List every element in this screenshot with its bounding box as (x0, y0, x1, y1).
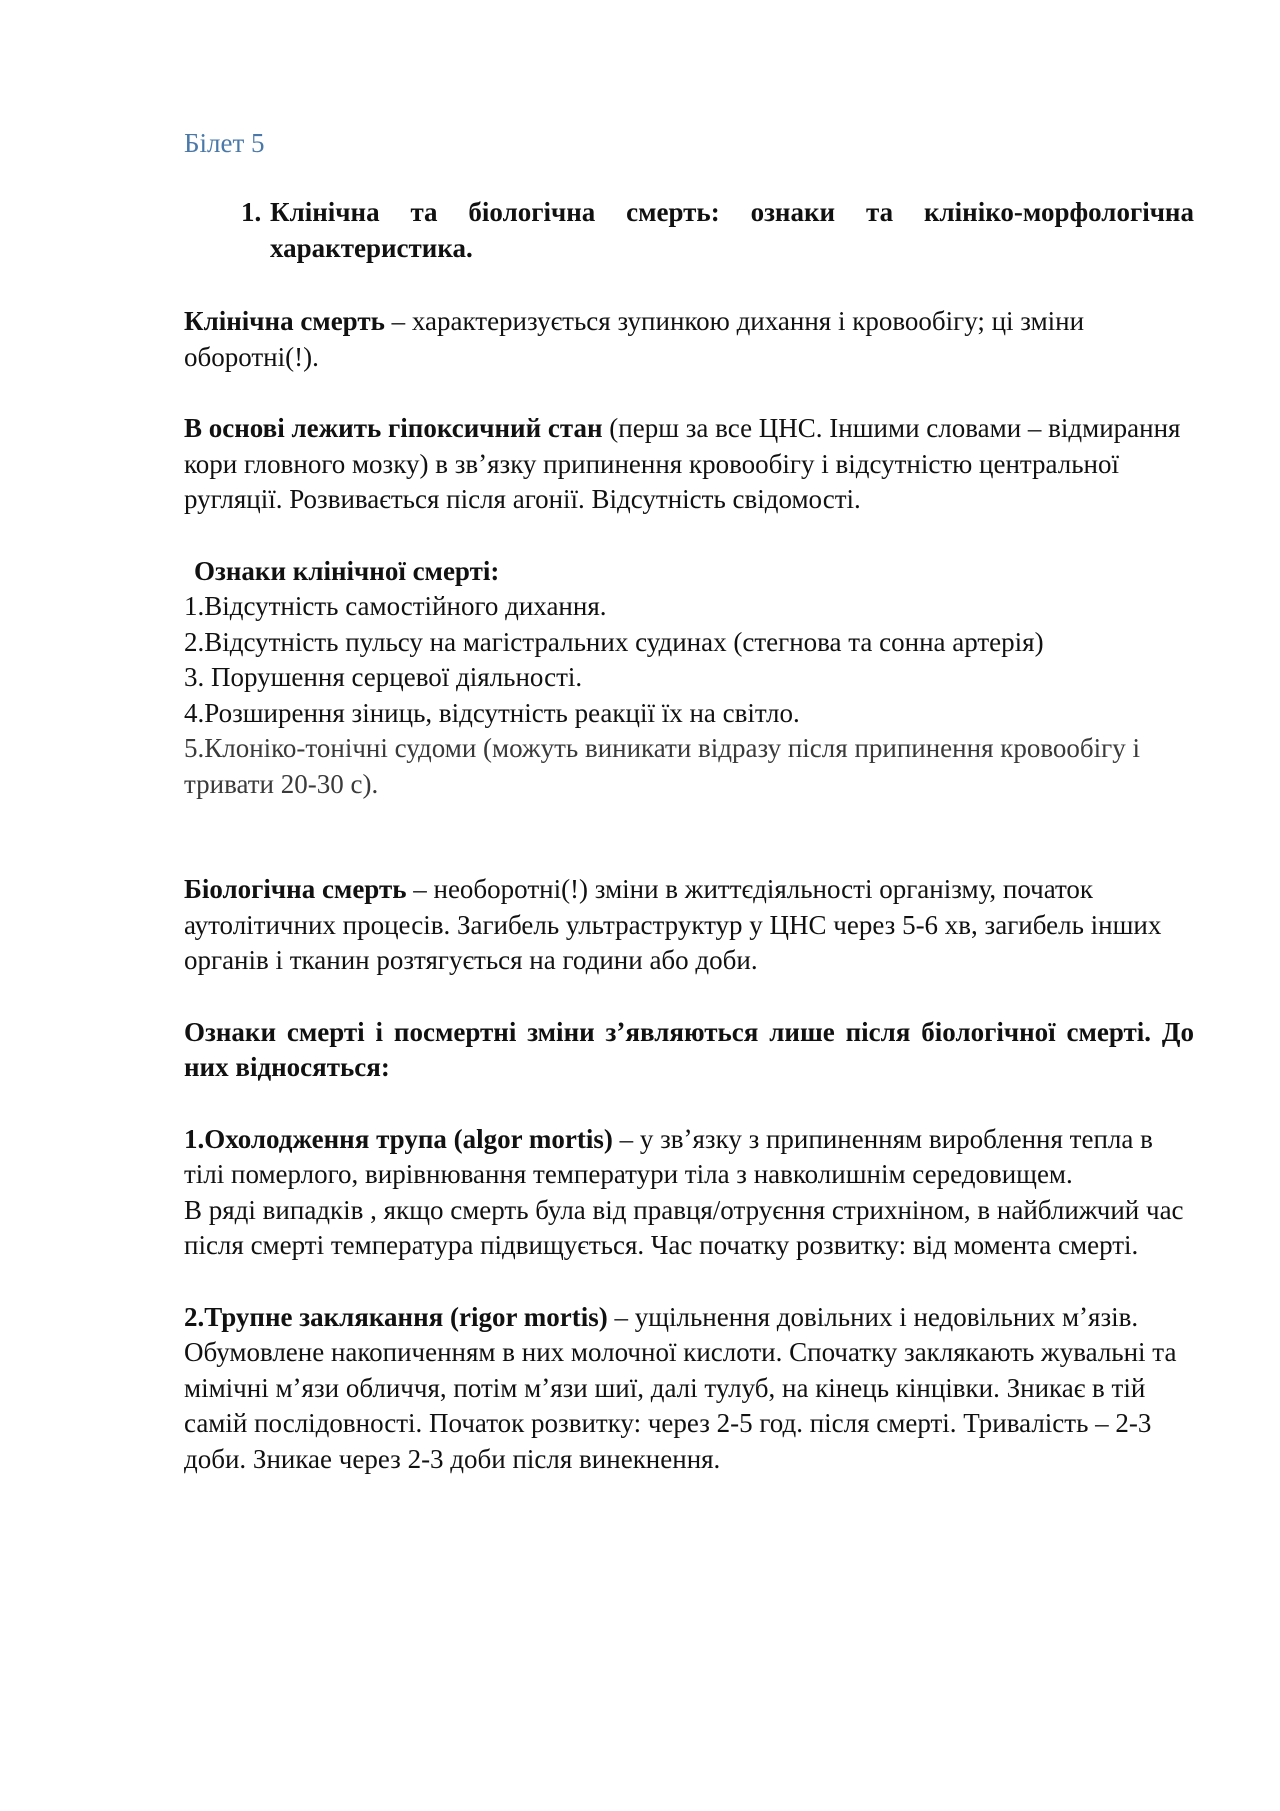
document-page (184, 126, 1194, 1513)
sign-item: 3. Порушення серцевої діяльності. (184, 662, 583, 692)
postmortem-intro (184, 1015, 1194, 1086)
sign-item: 1.Відсутність самостійного дихання. (184, 591, 607, 621)
rigor-text: – ущільнення довільних і недовільних мʼязів. Обумовлене накопиченням в них молочної кислоти. Спочатку заклякають жувальні та мімічні мʼязи обличчя, потім мʼязи шиї, далі тулуб, на кінець кінцівки. Зникає в тій самій послідовності. Початок розвитку: через 2-5 год. після смерті. Тривалість – 2-3 доби. Зникае через 2-3 доби після винекнення. (184, 1301, 1177, 1474)
sign-item: 2.Відсутність пульсу на магістральних судинах (стегнова та сонна артерія) (184, 626, 1044, 657)
clinical-signs-block (184, 554, 1194, 803)
rigor-paragraph (184, 1300, 1194, 1478)
cooling-paragraph (184, 1122, 1194, 1264)
question-list (184, 195, 1194, 266)
question-item: 1. Клінічна та біологічна смерть: ознаки та клініко-морфологічна характеристика. (268, 195, 1194, 266)
biological-death-paragraph (184, 872, 1194, 979)
postmortem-intro-text: Ознаки смерті і посмертні зміни зʼявляються лише після біологічної смерті. До них відносяться: (184, 1016, 1194, 1082)
biological-death-text: – необоротні(!) зміни в життєдіяльності організму, початок аутолітичних процесів. Загибель ультраструктур у ЦНС через 5-6 хв, загибель інших органів і тканин розтягується на години або доби. (184, 874, 1162, 975)
cooling-term: 1.Охолодження трупа (algor mortis) (184, 1123, 613, 1154)
cooling-text: – у звʼязку з припиненням вироблення тепла в тілі померлого, вирівнювання температури тіла з навколишнім середовищем. (184, 1123, 1153, 1189)
hypoxic-basis-term: В основі лежить гіпоксичний стан (184, 413, 603, 443)
clinical-death-paragraph (184, 304, 1194, 375)
hypoxic-basis-paragraph (184, 411, 1194, 518)
hypoxic-basis-text: (перш за все ЦНС. Іншими словами – відмирання кори гловного мозку) в звʼязку припинення кровообігу і відсутністю центральної ругляції. Розвивається після агонії. Відсутність свідомості. (184, 413, 1181, 514)
cooling-extra-text: В ряді випадків , якщо смерть була від правця/отруєння стрихніном, в найближчий час після смерті температура підвищується. Час початку розвитку: від момента смерті. (184, 1194, 1184, 1260)
clinical-death-text: – характеризується зупинкою дихання і кровообігу; ці зміни оборотні(!). (184, 306, 1085, 372)
sign-item: 4.Розширення зіниць, відсутність реакції їх на світло. (184, 697, 800, 728)
ticket-heading: Білет 5 (184, 128, 265, 158)
sign-item: 5.Клоніко-тонічні судоми (можуть виникати відразу після припинення кровообігу і тривати 20-30 с). (184, 733, 1140, 799)
clinical-signs-title: Ознаки клінічної смерті: (194, 555, 500, 586)
biological-death-term: Біологічна смерть (184, 874, 407, 904)
clinical-death-term: Клінічна смерть (184, 306, 385, 336)
rigor-term: 2.Трупне заклякання (rigor mortis) (184, 1301, 608, 1332)
